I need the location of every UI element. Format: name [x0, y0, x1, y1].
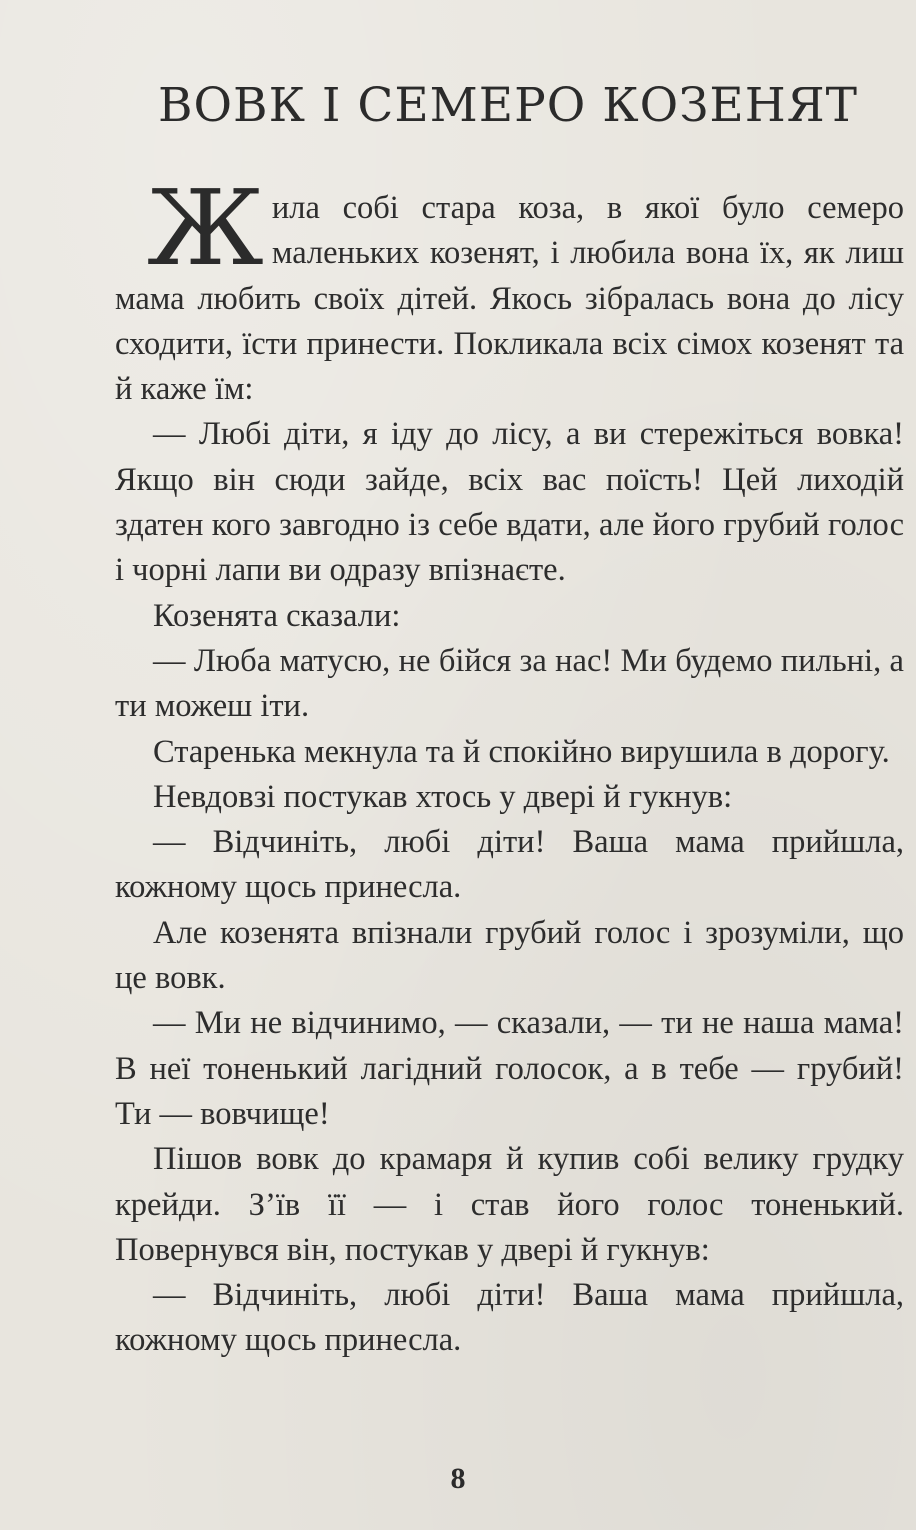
- paragraph-3: Козенята сказали:: [153, 597, 401, 634]
- paragraph-4: — Люба матусю, не бійся за нас! Ми будемо пильні, а ти можеш іти.: [115, 642, 904, 725]
- drop-cap: Ж: [147, 167, 264, 289]
- paragraph-7: — Відчиніть, любі діти! Ваша мама прийшла, кожному щось принесла.: [115, 824, 904, 906]
- paragraph-9: — Ми не відчинимо, — сказали, — ти не наша мама! В неї тоненький лагідний голосок, а в тебе — грубий! Ти — вовчище!: [115, 1005, 904, 1132]
- page-title: ВОВК І СЕМЕРО КОЗЕНЯТ: [157, 78, 859, 133]
- paragraph-11: — Відчиніть, любі діти! Ваша мама прийшла, кожному щось принесла.: [115, 1277, 904, 1359]
- paragraph-5: Старенька мекнула та й спокійно вирушила в дорогу.: [153, 733, 890, 770]
- paragraph-6: Невдовзі постукав хтось у двері й гукнув:: [153, 778, 733, 815]
- paragraph-1: [115, 167, 904, 412]
- paragraph-1-text: ила собі стара коза, в якої було семеро маленьких козенят, і любила вона їх, як лиш мама любить своїх дітей. Якось зібралась вона до лісу сходити, їсти принести. Покликала всіх сімох козенят та й каже їм:: [115, 190, 904, 408]
- paragraph-10: Пішов вовк до крамаря й купив собі велику грудку крейди. З’їв її — і став його голос тоненький. Повернувся він, постукав у двері й гукнув:: [115, 1141, 904, 1268]
- page-number: 8: [450, 1462, 466, 1495]
- story-text: [115, 167, 904, 1364]
- paragraph-8: Але козенята впізнали грубий голос і зрозуміли, що це вовк.: [115, 914, 904, 997]
- paragraph-2: — Любі діти, я іду до лісу, а ви стережіться вовка! Якщо він сюди зайде, всіх вас поїсть! Цей лиходій здатен кого завгодно із себе вдати, але його грубий голос і чорні лапи ви одразу впізнаєте.: [115, 416, 904, 589]
